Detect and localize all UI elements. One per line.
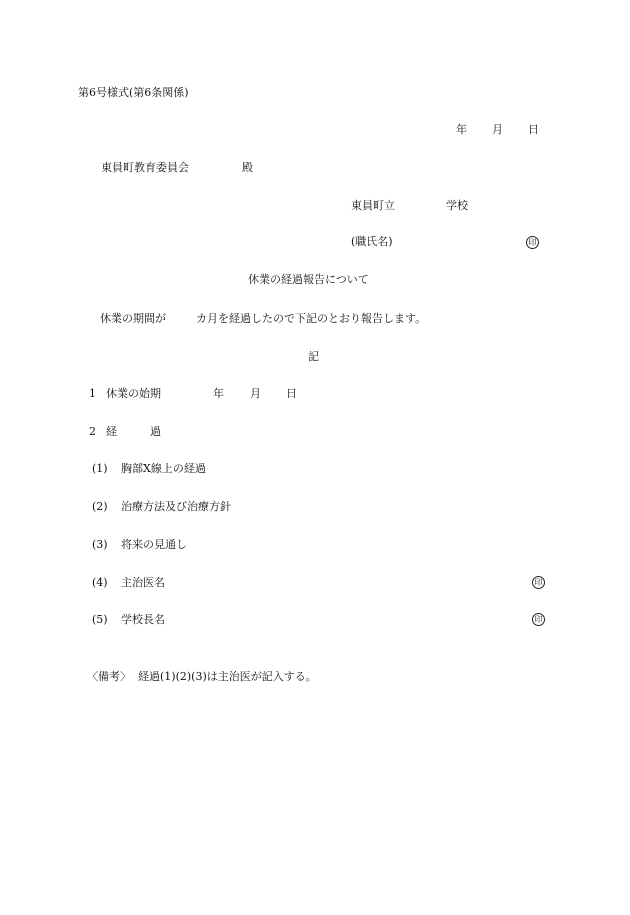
sender-school: 学校 <box>446 199 468 212</box>
subitem-number: (3) <box>92 538 108 551</box>
addressee-name: 東員町教育委員会 <box>101 161 189 174</box>
subitem-label: 胸部X線上の経過 <box>121 462 206 475</box>
ki-heading: 記 <box>308 350 319 363</box>
item2-label-b: 過 <box>150 425 161 438</box>
item1-month: 月 <box>250 387 261 400</box>
subitem-number: (5) <box>92 613 108 626</box>
body-text-part2: カ月を経過したので下記のとおり報告します。 <box>196 312 427 325</box>
item2-number: 2 <box>89 425 96 438</box>
principal-seal-icon: 印 <box>532 613 545 626</box>
subitem-label: 主治医名 <box>121 576 165 589</box>
subitem-number: (2) <box>92 500 108 513</box>
sender-title-label: (職氏名) <box>351 235 393 248</box>
item1-day: 日 <box>286 387 297 400</box>
subitem-number: (1) <box>92 462 108 475</box>
item1-number: 1 <box>89 387 96 400</box>
subitem-label: 将来の見通し <box>121 538 187 551</box>
document-title: 休業の経過報告について <box>248 273 369 286</box>
date-year-label: 年 <box>456 123 467 136</box>
remark-label: 〈備考〉 <box>87 670 131 683</box>
subitem-number: (4) <box>92 576 108 589</box>
body-text-part1: 休業の期間が <box>100 312 166 325</box>
subitem-label: 治療方法及び治療方針 <box>121 500 231 513</box>
form-label: 第6号様式(第6条関係) <box>78 86 189 99</box>
date-day-label: 日 <box>528 123 539 136</box>
subitem-label: 学校長名 <box>121 613 165 626</box>
doctor-seal-icon: 印 <box>532 576 545 589</box>
date-month-label: 月 <box>492 123 503 136</box>
sender-seal-icon: 印 <box>526 236 539 249</box>
item1-year: 年 <box>213 387 224 400</box>
item1-label: 休業の始期 <box>106 387 161 400</box>
item2-label-a: 経 <box>106 425 117 438</box>
remark-text: 経過(1)(2)(3)は主治医が記入する。 <box>138 670 317 683</box>
sender-prefix: 東員町立 <box>351 199 395 212</box>
addressee-honorific: 殿 <box>242 161 253 174</box>
